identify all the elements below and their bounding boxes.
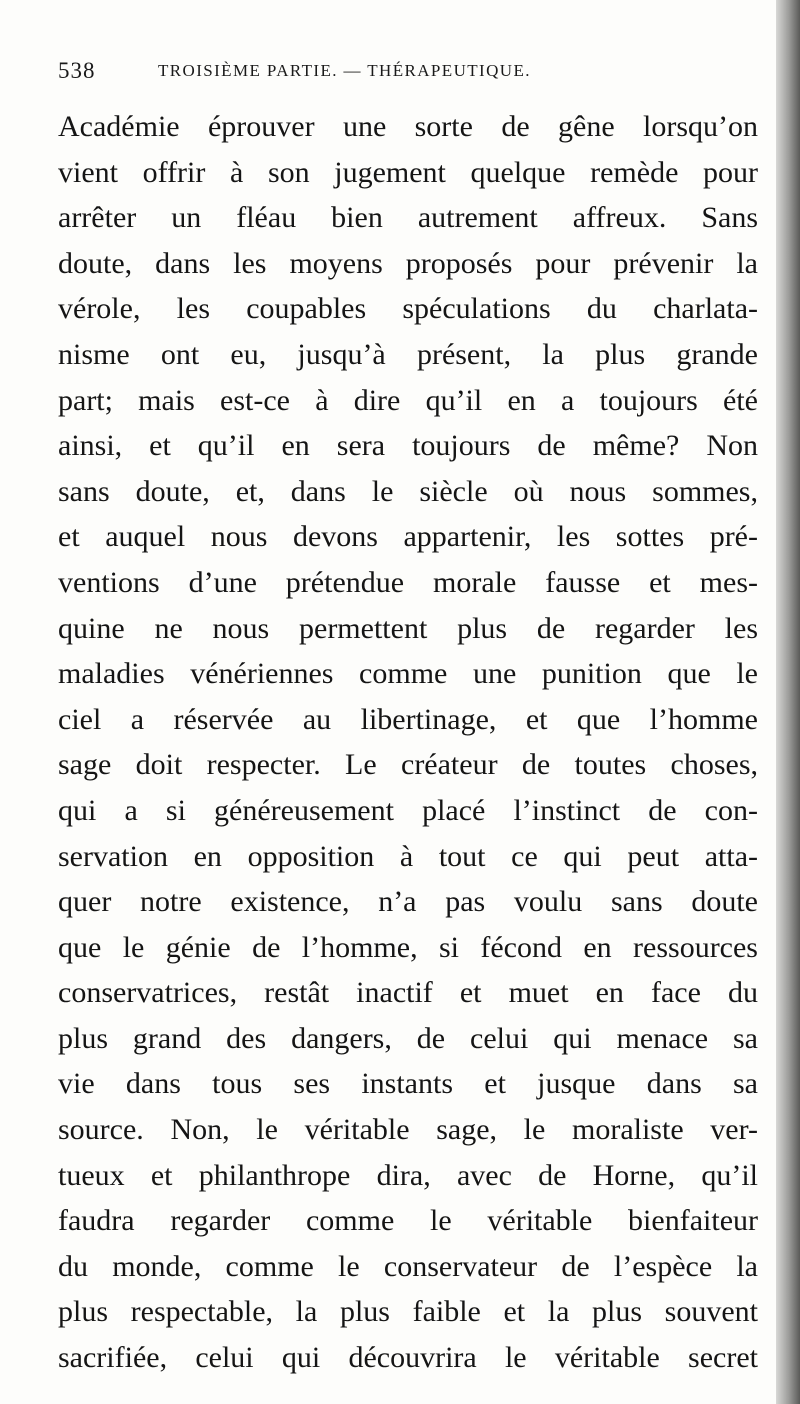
text-line: ainsi, et qu’il en sera toujours de même? Non <box>58 429 758 463</box>
text-line: sacrifiée, celui qui découvrira le véritable secret <box>58 1341 758 1375</box>
text-line: Académie éprouver une sorte de gêne lorsqu’on <box>58 110 758 143</box>
text-line: sage doit respecter. Le créateur de toutes choses, <box>58 748 758 782</box>
text-line: du monde, comme le conservateur de l’espèce la <box>58 1249 758 1283</box>
text-line: plus grand des dangers, de celui qui menace sa <box>58 1021 758 1055</box>
text-line: et auquel nous devons appartenir, les sottes pré- <box>58 520 758 554</box>
text-line: arrêter un fléau bien autrement affreux. Sans <box>58 201 758 235</box>
body-text <box>58 104 758 1381</box>
text-line: servation en opposition à tout ce qui peut atta- <box>58 839 758 873</box>
text-line: vie dans tous ses instants et jusque dans sa <box>58 1067 758 1101</box>
text-line: tueux et philanthrope dira, avec de Horne, qu’il <box>58 1158 758 1192</box>
text-line: ciel a réservée au libertinage, et que l’homme <box>58 702 758 736</box>
text-line: source. Non, le véritable sage, le moraliste ver- <box>58 1113 758 1147</box>
text-line: faudra regarder comme le véritable bienfaiteur <box>58 1204 758 1238</box>
text-line: conservatrices, restât inactif et muet en face du <box>58 976 758 1010</box>
text-line: nisme ont eu, jusqu’à présent, la plus grande <box>58 337 758 371</box>
text-line: plus respectable, la plus faible et la plus souvent <box>58 1295 758 1329</box>
text-line: part; mais est-ce à dire qu’il en a toujours été <box>58 383 758 417</box>
running-head <box>58 50 758 90</box>
text-line: que le génie de l’homme, si fécond en ressources <box>58 930 758 964</box>
text-line: sans doute, et, dans le siècle où nous sommes, <box>58 474 758 508</box>
page-number: 538 <box>58 58 96 83</box>
text-line: quine ne nous permettent plus de regarder les <box>58 611 758 645</box>
text-line: quer notre existence, n’a pas voulu sans doute <box>58 885 758 919</box>
text-line: ventions d’une prétendue morale fausse et mes- <box>58 565 758 599</box>
page-edge-shadow <box>776 0 800 1404</box>
text-line: vient offrir à son jugement quelque remède pour <box>58 155 758 189</box>
running-head-title: TROISIÈME PARTIE. — THÉRAPEUTIQUE. <box>158 61 531 80</box>
text-line: qui a si généreusement placé l’instinct de con- <box>58 793 758 827</box>
text-line: doute, dans les moyens proposés pour prévenir la <box>58 246 758 280</box>
text-line: vérole, les coupables spéculations du charlata- <box>58 292 758 326</box>
text-line: maladies vénériennes comme une punition que le <box>58 657 758 691</box>
